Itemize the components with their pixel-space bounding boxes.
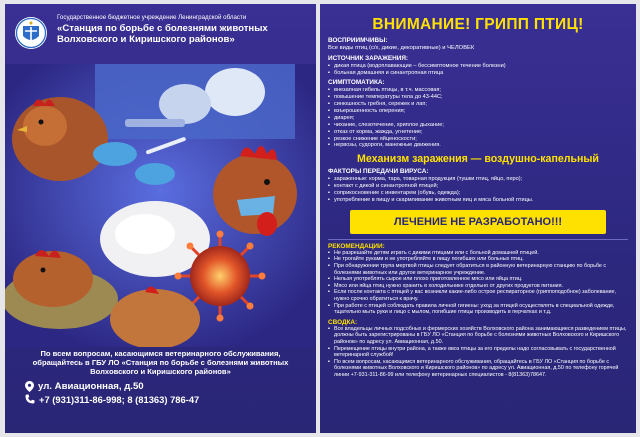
contact-footer (5, 349, 316, 405)
location-pin-icon (25, 381, 34, 392)
symptoms-section (328, 79, 628, 149)
list-item: ▪ отказ от корма, жажда, угнетение; (328, 129, 628, 136)
organization-header (5, 4, 316, 62)
list-item: ▪ Если после контакта с птицей у вас возникли какие-либо острое респираторное (гриппоподобное) заболевание, нужно срочно обратиться к врачу. (328, 289, 628, 302)
summary-heading: СВОДКА: (328, 318, 358, 326)
list-item: ▪ Мясо или яйца птиц нужно хранить в холодильнике отдельно от других продуктов питания. (328, 283, 628, 290)
right-panel (320, 4, 636, 433)
list-item: ▪ больная домашняя и синантропная птица (328, 70, 628, 77)
list-item: ▪ При обнаружении трупа мертвой птицы следует обратиться в районную ветеринарную станцию по борьбе с болезнями животных или другое ветеринарное учреждение. (328, 263, 628, 276)
list-item: ▪ чихание, слезотечение, хриплое дыхание; (328, 122, 628, 129)
list-item: ▪ употребление в пищу и скармливание животным яиц и мяса больной птицы. (328, 197, 628, 204)
list-item: ▪ Все владельцы личных подсобных и фермерских хозяйств Волховского района занимающиеся разведением птицы, должны быть зарегистрированы в ГБУ ЛО «Станция по борьбе с болезнями животных Волховского и Киришского районов» по адресу ул. Авиационная, д.50. (328, 326, 628, 346)
susceptible-section (328, 37, 628, 52)
list-item: ▪ Не разрешайте детям играть с дикими птицами или с больной домашней птицей. (328, 250, 628, 257)
list-item: ▪ Нельзя употреблять сырое или плохо приготовленное мясо или яйца птиц. (328, 276, 628, 283)
page-title: ВНИМАНИЕ! ГРИПП ПТИЦ! (372, 16, 584, 33)
susceptible-heading: ВОСПРИИМЧИВЫ: (328, 37, 388, 44)
photo-collage (5, 64, 316, 347)
list-item: ▪ диарея; (328, 115, 628, 122)
org-type: Государственное бюджетное учреждение Ленинградской области (57, 14, 247, 21)
phone-icon (25, 394, 35, 404)
mechanism-heading: Механизм заражения — воздушно-капельный (357, 153, 599, 166)
coat-of-arms-icon (13, 14, 49, 52)
factors-section (328, 168, 628, 203)
contact-text: По всем вопросам, касающимся ветеринарного обслуживания, обращайтесь в ГБУ ЛО «Станция по борьбе с болезнями животных Волховского и Киришского районов» (32, 349, 289, 377)
factors-heading: ФАКТОРЫ ПЕРЕДАЧИ ВИРУСА: (328, 168, 429, 176)
list-item: ▪ внезапная гибель птицы, в т.ч. массовая; (328, 87, 628, 94)
list-item: ▪ По всем вопросам, касающимся ветеринарного обслуживания, обращайтесь в ГБУ ЛО «Станция по борьбе с болезнями животных Волховского и Киришского районов» по адресу ул. Авиационная, д.50 по телефону горячей линии +7-931-311-86-99 или телефону ветеринарных специалистов - 8(81363)78647. (328, 359, 628, 379)
address-text: ул. Авиационная, д.50 (38, 380, 144, 392)
summary-section (328, 319, 628, 379)
no-treatment-banner: ЛЕЧЕНИЕ НЕ РАЗРАБОТАНО!!! (350, 210, 606, 234)
list-item: ▪ нервозы, судороги, манежные движения. (328, 142, 628, 149)
source-section (328, 55, 628, 77)
susceptible-text: Все виды птиц (с/х, дикие, декоративные) и ЧЕЛОВЕК (328, 44, 475, 51)
list-item: ▪ Перемещение птицы внутри района, а также ввоз птицы за его пределы надо согласовывать с государственной ветеринарной службой! (328, 346, 628, 359)
list-item: ▪ контакт с дикой и синантропной птицей; (328, 183, 628, 190)
list-item: ▪ синюшность гребня, сережек и лап; (328, 101, 628, 108)
address-line (15, 381, 306, 392)
left-panel (5, 4, 316, 433)
list-item: ▪ При работе с птицей соблюдать правила личной гигиены: уход за птицей осуществлять в специальной одежде, тщательно мыть руки и лицо с мылом, погибшие птицы производить в перчатках и т.д. (328, 303, 628, 316)
list-item: ▪ резкое снижение яйценоскости; (328, 136, 628, 143)
phone-line (15, 394, 306, 405)
list-item: ▪ взъерошенность оперения; (328, 108, 628, 115)
list-item: ▪ Не трогайте руками и не употребляйте в пищу погибших или больных птиц. (328, 256, 628, 263)
phone-text: +7 (931)311-86-998; 8 (81363) 786-47 (39, 393, 200, 405)
list-item: ▪ повышение температуры тела до 43-44С; (328, 94, 628, 101)
recommendations-heading: РЕКОМЕНДАЦИИ: (328, 242, 385, 250)
symptoms-heading: СИМПТОМАТИКА: (328, 79, 385, 87)
recommendations-section (328, 239, 628, 316)
list-item: ▪ соприкосновение с инвентарем (обувь, одежда); (328, 190, 628, 197)
source-heading: ИСТОЧНИК ЗАРАЖЕНИЯ: (328, 54, 409, 62)
org-title: «Станция по борьбе с болезнями животных Волховского и Киришского районов» (57, 23, 268, 45)
list-item: ▪ зараженные: корма, тара, товарная продукция (тушки птиц, яйцо, перо); (328, 176, 628, 183)
list-item: ▪ дикая птица (водоплавающие – бессимптомное течение болезни) (328, 63, 628, 70)
